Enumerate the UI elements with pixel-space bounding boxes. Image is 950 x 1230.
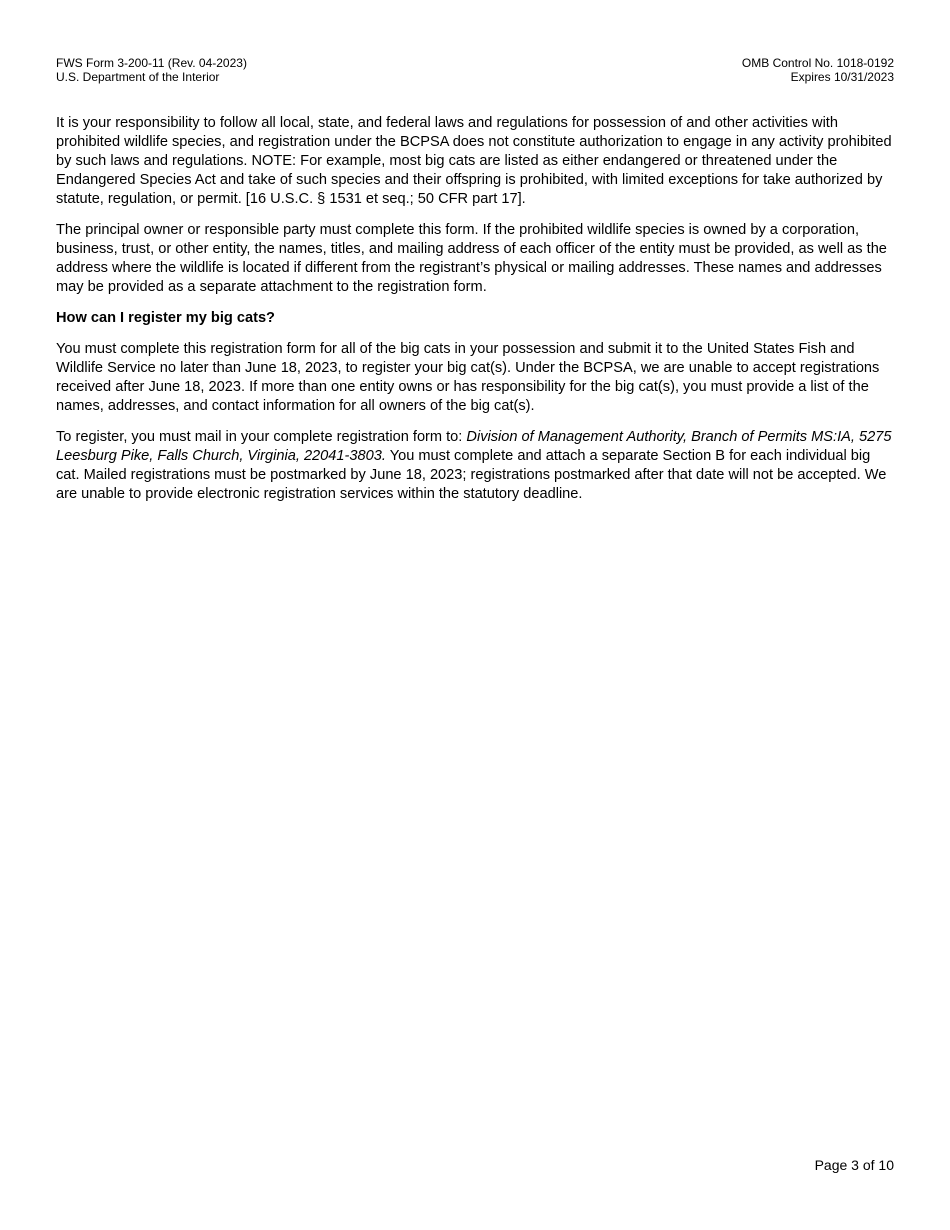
responsibility-paragraph: It is your responsibility to follow all local, state, and federal laws and regulations for possession of and other activities with prohibited wildlife species, and registration under the BCPSA does not constitute authorization to engage in any activity prohibited by such laws and regulations. NOTE: For example, most big cats are listed as either endangered or threatened under the Endangered Species Act and take of such species and their offspring is prohibited, with limited exceptions for take authorized by statute, regulation, or permit. [16 U.S.C. § 1531 et seq.; 50 CFR part 17].	[56, 115, 892, 207]
header-right	[742, 56, 894, 84]
omb-control-number: OMB Control No. 1018-0192	[741, 56, 894, 70]
department-name: U.S. Department of the Interior	[56, 70, 220, 84]
header-left	[56, 56, 247, 84]
registration-requirement-paragraph: You must complete this registration form for all of the big cats in your possession and submit it to the United States Fish and Wildlife Service no later than June 18, 2023, to register your big cat(s). Under the BCPSA, we are unable to accept registrations received after June 18, 2023. If more than one entity owns or has responsibility for the big cat(s), you must provide a list of the names, addresses, and contact information for all owners of the big cat(s).	[56, 341, 880, 414]
page-header	[56, 56, 894, 86]
mailing-address: Division of Management Authority, Branch of Permits MS:IA, 5275 Leesburg Pike, Falls Church, Virginia, 22041-3803.	[56, 429, 892, 464]
mailing-instructions-paragraph	[56, 428, 894, 504]
mailing-details: You must complete and attach a separate Section B for each individual big cat. Mailed registrations must be postmarked by June 18, 2023; registrations postmarked after that date will not be accepted. We are unable to provide electronic registration services within the statutory deadline.	[56, 448, 887, 502]
expiration-date: Expires 10/31/2023	[790, 70, 894, 84]
form-number: FWS Form 3-200-11 (Rev. 04-2023)	[56, 56, 247, 70]
page-number: Page 3 of 10	[814, 1157, 894, 1173]
principal-owner-paragraph: The principal owner or responsible party must complete this form. If the prohibited wildlife species is owned by a corporation, business, trust, or other entity, the names, titles, and mailing address of each officer of the entity must be provided, as well as the address where the wildlife is located if different from the registrant’s physical or mailing addresses. These names and addresses may be provided as a separate attachment to the registration form.	[56, 222, 887, 295]
document-body	[56, 114, 894, 516]
mailing-intro: To register, you must mail in your complete registration form to:	[56, 429, 467, 445]
register-heading: How can I register my big cats?	[56, 310, 275, 326]
